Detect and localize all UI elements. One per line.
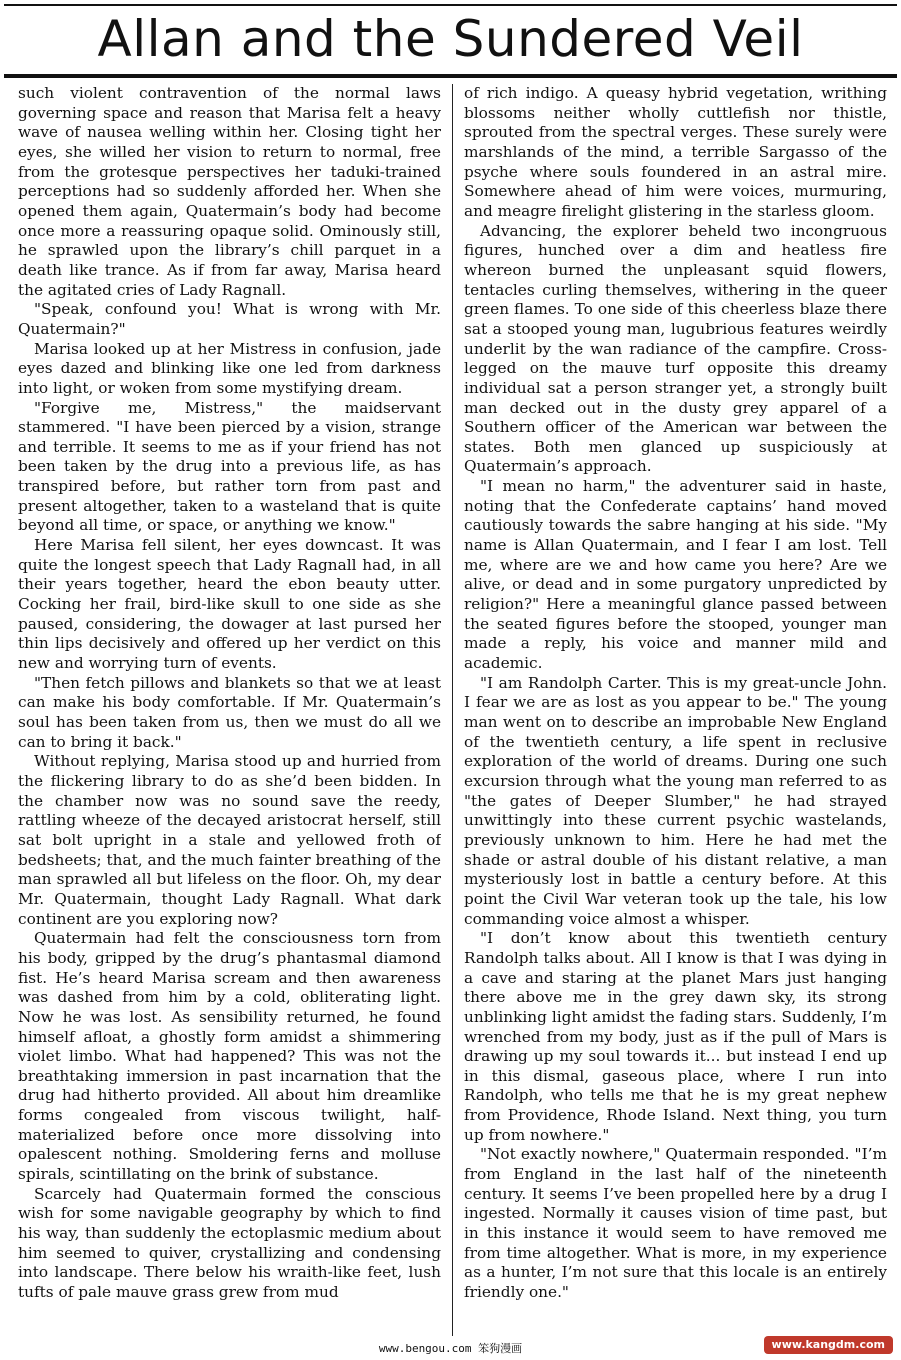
watermark-badge: www.kangdm.com bbox=[764, 1336, 893, 1354]
title-top-rule bbox=[4, 4, 897, 6]
paragraph: "Forgive me, Mistress," the maidservant stammered. "I have been pierced by a vision, strange and terrible. It seems to me as if your friend has not been taken by the drug into a previous life, as has transpired before, but rather torn from past and present altogether, taken to a wasteland that is quite beyond all time, or space, or anything we know." bbox=[18, 398, 441, 535]
paragraph: Quatermain had felt the consciousness torn from his body, gripped by the drug’s phantasmal diamond fist. He’s heard Marisa scream and then awareness was dashed from him by a cold, obliterating light. Now he was lost. As sensibility returned, he found himself afloat, a ghostly form amidst a shimmering violet limbo. What had happened? This was not the breathtaking immersion in past incarnation that the drug had hitherto provided. All about him dreamlike forms congealed from viscous twilight, half-materialized before once more dissolving into opalescent nothing. Smoldering ferns and molluse spirals, scintillating on the brink of substance. bbox=[18, 929, 441, 1184]
paragraph: "I mean no harm," the adventurer said in haste, noting that the Confederate captains’ hand moved cautiously towards the sabre hanging at his side. "My name is Allan Quatermain, and I fear I am lost. Tell me, where are we and how came you here? Are we alive, or dead and in some purgatory unpredicted by religion?" Here a meaningful glance passed between the seated figures before the stooped, younger man made a reply, his voice and manner mild and academic. bbox=[464, 477, 887, 673]
paragraph: of rich indigo. A queasy hybrid vegetation, writhing blossoms neither wholly cuttlefish nor thistle, sprouted from the spectral verges. These surely were marshlands of the mind, a terrible Sargasso of the psyche where souls foundered in an astral mire. Somewhere ahead of him were voices, murmuring, and meagre firelight glistering in the starless gloom. bbox=[464, 84, 887, 220]
paragraph: such violent contravention of the normal laws governing space and reason that Marisa felt a heavy wave of nausea welling within her. Closing tight her eyes, she willed her vision to return to normal, free from the grotesque perspectives her taduki-trained perceptions had so suddenly afforded her. When she opened them again, Quatermain’s body had become once more a reassuring opaque solid. Ominously still, he sprawled upon the library’s chill parquet in a death like trance. As if from far away, Marisa heard the agitated cries of Lady Ragnall. bbox=[18, 84, 441, 299]
paragraph: "I am Randolph Carter. This is my great-uncle John. I fear we are as lost as you appear to be." The young man went on to describe an improbable New England of the twentieth century, a life spent in reclusive exploration of the world of dreams. During one such excursion through what the young man referred to as "the gates of Deeper Slumber," he had strayed unwittingly into these current psychic wastelands, previously unknown to him. Here he had met the shade or astral double of his distant relative, a man mysteriously lost in battle a century before. At this point the Civil War veteran took up the tale, his low commanding voice almost a whisper. bbox=[464, 673, 887, 928]
paragraph: "Speak, confound you! What is wrong with Mr. Quatermain?" bbox=[18, 300, 441, 338]
right-column bbox=[464, 84, 887, 1336]
footer-site-text: www.bengou.com 笨狗漫画 bbox=[378, 1342, 523, 1355]
paragraph: "I don’t know about this twentieth century Randolph talks about. All I know is that I was dying in a cave and staring at the planet Mars just hanging there above me in the grey dawn sky, its strong unblinking light amidst the fading stars. Suddenly, I’m wrenched from my body, just as if the pull of Mars is drawing up my soul towards it... but instead I end up in this dismal, gaseous place, where I run into Randolph, who tells me that he is my great nephew from Providence, Rhode Island. Next thing, you turn up from nowhere." bbox=[464, 929, 887, 1144]
paragraph: "Then fetch pillows and blankets so that we at least can make his body comfortable. If Mr. Quatermain’s soul has been taken from us, then we must do all we can to bring it back." bbox=[18, 673, 441, 751]
paragraph: Scarcely had Quatermain formed the conscious wish for some navigable geography by which to find his way, than suddenly the ectoplasmic medium about him seemed to quiver, crystallizing and condensing into landscape. There below his wraith-like feet, lush tufts of pale mauve grass grew from mud bbox=[18, 1184, 441, 1302]
story-title: Allan and the Sundered Veil bbox=[97, 10, 804, 68]
column-divider bbox=[452, 84, 453, 1336]
paragraph: Marisa looked up at her Mistress in confusion, jade eyes dazed and blinking like one led from darkness into light, or woken from some mystifying dream. bbox=[18, 339, 441, 397]
paragraph: Without replying, Marisa stood up and hurried from the flickering library to do as she’d been bidden. In the chamber now was no sound save the reedy, rattling wheeze of the decayed aristocrat herself, still sat bolt upright in a stale and yellowed froth of bedsheets; that, and the much fainter breathing of the man sprawled all but lifeless on the floor. Oh, my dear Mr. Quatermain, thought Lady Ragnall. What dark continent are you exploring now? bbox=[18, 752, 441, 928]
paragraph: Here Marisa fell silent, her eyes downcast. It was quite the longest speech that Lady Ragnall had, in all their years together, heard the ebon beauty utter. Cocking her frail, bird-like skull to one side as she paused, considering, the dowager at last pursed her thin lips decisively and offered up her verdict on this new and worrying turn of events. bbox=[18, 536, 441, 673]
paragraph: Advancing, the explorer beheld two incongruous figures, hunched over a dim and heatless fire whereon burned the unpleasant squid flowers, tentacles curling themselves, withering in the queer green flames. To one side of this cheerless blaze there sat a stooped young man, lugubrious features weirdly underlit by the wan radiance of the campfire. Cross-legged on the mauve turf opposite this dreamy individual sat a person stranger yet, a strongly built man decked out in the dusty grey apparel of a Southern officer of the American war between the states. Both men glanced up suspiciously at Quatermain’s approach. bbox=[464, 221, 887, 476]
paragraph: "Not exactly nowhere," Quatermain responded. "I’m from England in the last half of the nineteenth century. It seems I’ve been propelled here by a drug I ingested. Normally it causes vision of time past, but in this instance it would seem to have removed me from time altogether. What is more, in my experience as a hunter, I’m not sure that this locale is an entirely friendly one." bbox=[464, 1145, 887, 1302]
title-bottom-rule bbox=[4, 74, 897, 78]
left-column bbox=[18, 84, 441, 1336]
title-band bbox=[4, 4, 897, 80]
